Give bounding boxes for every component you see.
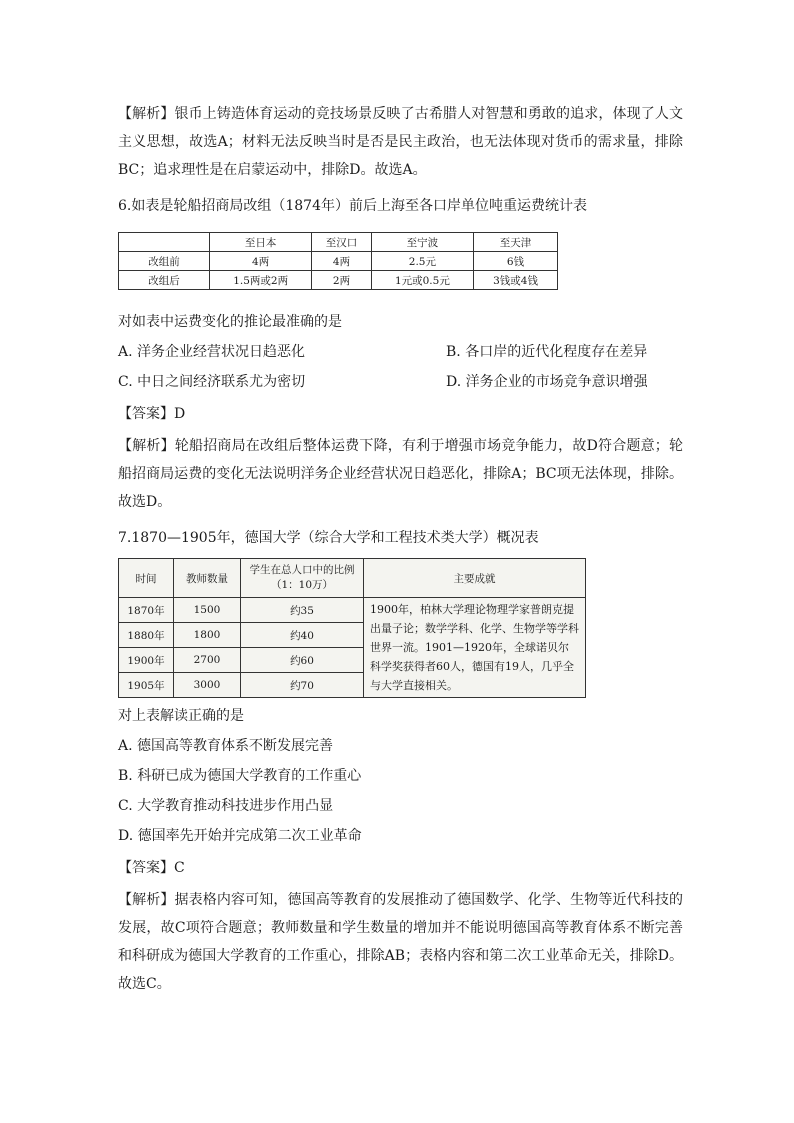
table-cell: 3钱或4钱 — [474, 271, 558, 290]
table-cell: 约60 — [241, 648, 364, 673]
q6-stem: 对如表中运费变化的推论最准确的是 — [118, 314, 342, 330]
table-row — [119, 271, 558, 290]
table-cell: 约35 — [241, 598, 364, 623]
q7-option-b: B. 科研已成为德国大学教育的工作重心 — [118, 768, 362, 784]
q6-option-b: B. 各口岸的近代化程度存在差异 — [446, 344, 648, 360]
q6-analysis: 【解析】轮船招商局在改组后整体运费下降，有利于增强市场竞争能力，故D符合题意；轮船招商局运费的变化无法说明洋务企业经营状况日趋恶化，排除A；BC项无法体现，排除。故选D。 — [118, 438, 683, 510]
table-row — [119, 598, 586, 623]
table-cell: 改组前 — [119, 252, 210, 271]
q7-title: 7.1870—1905年，德国大学（综合大学和工程技术类大学）概况表 — [118, 530, 539, 546]
table-cell: 至汉口 — [312, 233, 371, 252]
table-cell: 2700 — [174, 648, 241, 673]
table-cell: 2两 — [312, 271, 371, 290]
q7-stem: 对上表解读正确的是 — [118, 708, 244, 724]
q6-title: 6.如表是轮船招商局改组（1874年）前后上海至各口岸单位吨重运费统计表 — [118, 198, 587, 214]
table-cell: 至宁波 — [371, 233, 473, 252]
table-cell: 1.5两或2两 — [210, 271, 312, 290]
table-cell: 1870年 — [119, 598, 174, 623]
q7-answer: 【答案】C — [118, 860, 185, 876]
q7-analysis: 【解析】据表格内容可知，德国高等教育的发展推动了德国数学、化学、生物等近代科技的发展，故C项符合题意；教师数量和学生数量的增加并不能说明德国高等教育体系不断完善和科研成为德国大学教育的工作重心，排除AB；表格内容和第二次工业革命无关，排除D。故选C。 — [118, 892, 683, 992]
table-cell: 教师数量 — [174, 559, 241, 598]
q6-option-c: C. 中日之间经济联系尤为密切 — [118, 374, 306, 390]
q7-option-c: C. 大学教育推动科技进步作用凸显 — [118, 798, 334, 814]
table-cell: 主要成就 — [364, 559, 586, 598]
q6-freight-table — [118, 232, 558, 290]
q7-university-table — [118, 558, 586, 698]
table-cell: 1900年 — [119, 648, 174, 673]
table-cell: 学生在总人口中的比例（1：10万） — [241, 559, 364, 598]
table-cell: 3000 — [174, 673, 241, 698]
table-cell-achievement: 1900年，柏林大学理论物理学家普朗克提出量子论；数学学科、化学、生物学等学科世界一流。1901—1920年，全球诺贝尔科学奖获得者60人，德国有19人，几乎全与大学直接相关。 — [364, 598, 586, 698]
table-cell: 6钱 — [474, 252, 558, 271]
table-cell: 至天津 — [474, 233, 558, 252]
q6-option-a: A. 洋务企业经营状况日趋恶化 — [118, 344, 306, 360]
table-cell: 约70 — [241, 673, 364, 698]
table-cell: 至日本 — [210, 233, 312, 252]
table-cell: 4两 — [210, 252, 312, 271]
analysis-q5: 【解析】银币上铸造体育运动的竞技场景反映了古希腊人对智慧和勇敢的追求，体现了人文主义思想，故选A；材料无法反映当时是否是民主政治，也无法体现对货币的需求量，排除BC；追求理性是在启蒙运动中，排除D。故选A。 — [118, 106, 683, 178]
table-cell: 约40 — [241, 623, 364, 648]
table-header-row — [119, 559, 586, 598]
q6-option-d: D. 洋务企业的市场竞争意识增强 — [446, 374, 648, 390]
table-cell: 1880年 — [119, 623, 174, 648]
table-cell — [119, 233, 210, 252]
table-cell: 改组后 — [119, 271, 210, 290]
table-header-row — [119, 233, 558, 252]
table-cell: 1905年 — [119, 673, 174, 698]
table-cell: 2.5元 — [371, 252, 473, 271]
q7-option-d: D. 德国率先开始并完成第二次工业革命 — [118, 828, 362, 844]
table-cell: 4两 — [312, 252, 371, 271]
table-cell: 1800 — [174, 623, 241, 648]
q6-answer: 【答案】D — [118, 406, 186, 422]
q7-option-a: A. 德国高等教育体系不断发展完善 — [118, 738, 334, 754]
table-row — [119, 252, 558, 271]
table-cell: 1500 — [174, 598, 241, 623]
table-cell: 1元或0.5元 — [371, 271, 473, 290]
table-cell: 时间 — [119, 559, 174, 598]
